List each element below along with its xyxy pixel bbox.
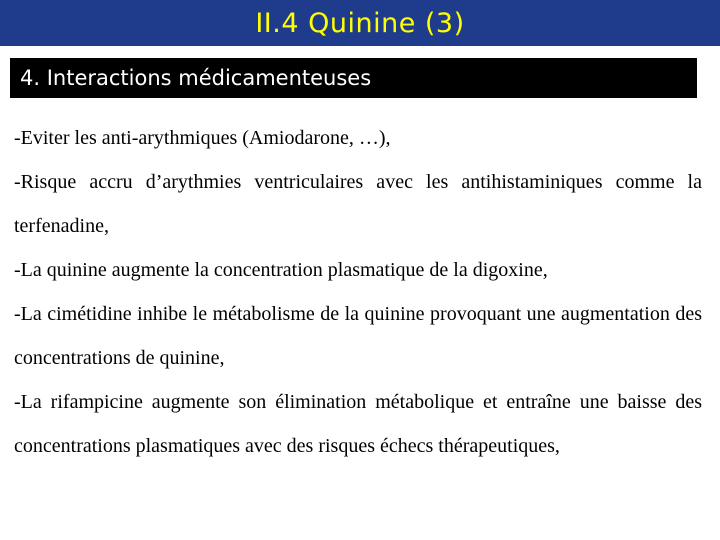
bullet-item: -Risque accru d’arythmies ventriculaires avec les antihistaminiques comme la terfenadine,	[14, 171, 702, 237]
section-heading: 4. Interactions médicamenteuses	[20, 66, 372, 90]
slide-title-bar	[0, 0, 720, 46]
bullet-item: -La quinine augmente la concentration plasmatique de la digoxine,	[14, 259, 548, 281]
bullet-list	[14, 116, 702, 468]
bullet-item: -Eviter les anti-arythmiques (Amiodarone, …),	[14, 127, 391, 149]
section-heading-box	[10, 58, 697, 98]
bullet-item: -La rifampicine augmente son élimination métabolique et entraîne une baisse des concentrations plasmatiques avec des risques échecs thérapeutiques,	[14, 391, 702, 457]
slide-title: II.4 Quinine (3)	[255, 7, 465, 39]
bullet-item: -La cimétidine inhibe le métabolisme de la quinine provoquant une augmentation des concentrations de quinine,	[14, 303, 702, 369]
